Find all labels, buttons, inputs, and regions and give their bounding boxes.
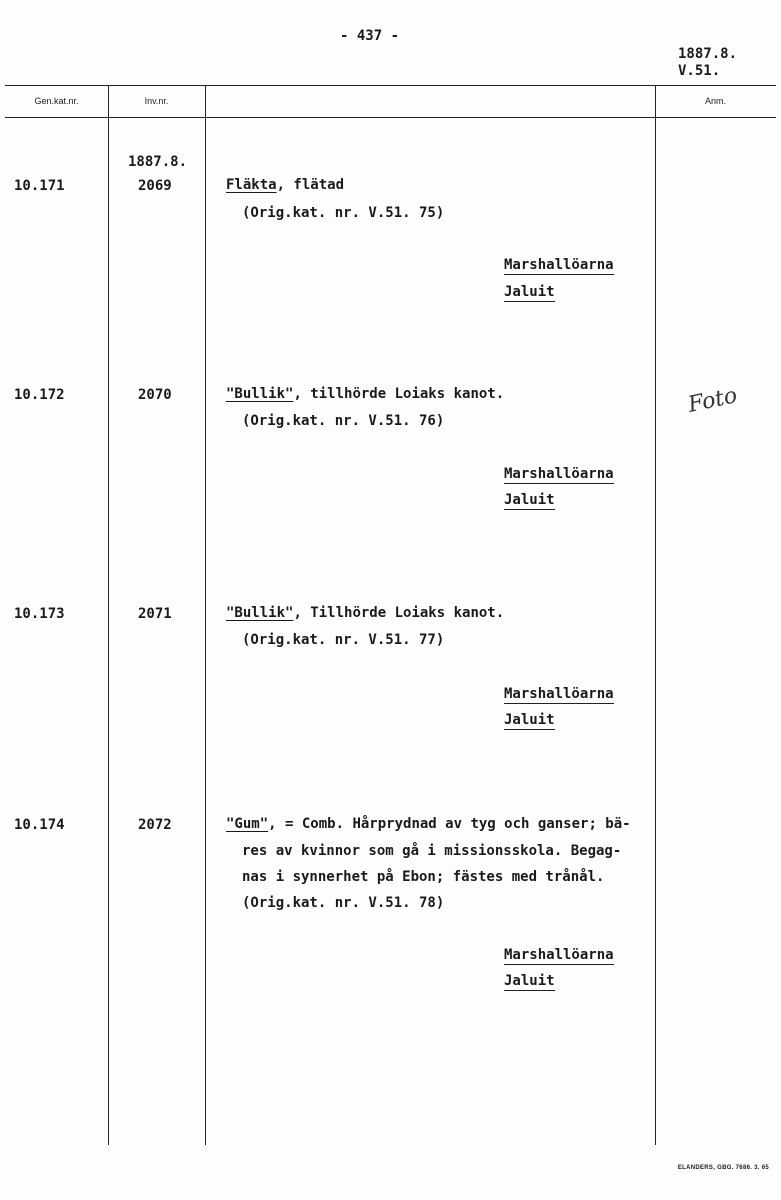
inv-number: 2072: [138, 817, 172, 833]
entry-title: [226, 172, 344, 198]
column-header-inv: Inv.nr.: [144, 96, 169, 106]
place-name: Marshallöarna: [504, 686, 614, 702]
place-name: Marshallöarna: [504, 466, 614, 482]
subplace-name: Jaluit: [504, 492, 555, 508]
item-description: , = Comb. Hårprydnad av tyg och ganser; bä-: [268, 816, 631, 832]
entry-title: [226, 381, 504, 407]
column-divider-3: [655, 85, 656, 1145]
subplace-name: Jaluit: [504, 973, 555, 989]
header-bottom-rule: [5, 117, 776, 118]
entry-title: [226, 811, 631, 837]
column-header-anm: Anm.: [704, 96, 726, 106]
original-catalog-ref: (Orig.kat. nr. V.51. 78): [242, 895, 445, 911]
description-line: nas i synnerhet på Ebon; fästes med trånål.: [242, 869, 605, 885]
subplace-name: Jaluit: [504, 284, 555, 300]
item-name: "Gum": [226, 816, 269, 832]
handwritten-annotation: Foto: [685, 383, 740, 418]
gen-number: 10.172: [14, 387, 65, 403]
item-name: "Bullik": [226, 605, 294, 621]
gen-number: 10.173: [14, 606, 65, 622]
original-catalog-ref: (Orig.kat. nr. V.51. 75): [242, 205, 445, 221]
reference-volume: V.51.: [678, 63, 721, 79]
subplace-name: Jaluit: [504, 712, 555, 728]
item-description: , flätad: [276, 177, 345, 193]
column-divider-2: [205, 85, 206, 1145]
item-description: , Tillhörde Loiaks kanot.: [293, 605, 505, 621]
place-name: Marshallöarna: [504, 257, 614, 273]
item-description: , tillhörde Loiaks kanot.: [293, 386, 505, 402]
description-line: res av kvinnor som gå i missionsskola. Begag-: [242, 843, 622, 859]
entry-title: [226, 600, 504, 626]
original-catalog-ref: (Orig.kat. nr. V.51. 76): [242, 413, 445, 429]
inv-number: 2070: [138, 387, 172, 403]
inventory-year: 1887.8.: [128, 154, 188, 170]
item-name: Fläkta: [226, 177, 277, 193]
gen-number: 10.171: [14, 178, 65, 194]
column-divider-1: [108, 85, 109, 1145]
gen-number: 10.174: [14, 817, 65, 833]
inv-number: 2069: [138, 178, 172, 194]
reference-year: 1887.8.: [678, 46, 738, 62]
original-catalog-ref: (Orig.kat. nr. V.51. 77): [242, 632, 445, 648]
page-number: - 437 -: [340, 28, 400, 44]
item-name: "Bullik": [226, 386, 294, 402]
place-name: Marshallöarna: [504, 947, 614, 963]
header-top-rule: [5, 85, 776, 86]
column-header-gen: Gen.kat.nr.: [34, 96, 79, 106]
printer-imprint: ELANDERS, GBG. 7686. 3. 65: [677, 1165, 769, 1171]
inv-number: 2071: [138, 606, 172, 622]
